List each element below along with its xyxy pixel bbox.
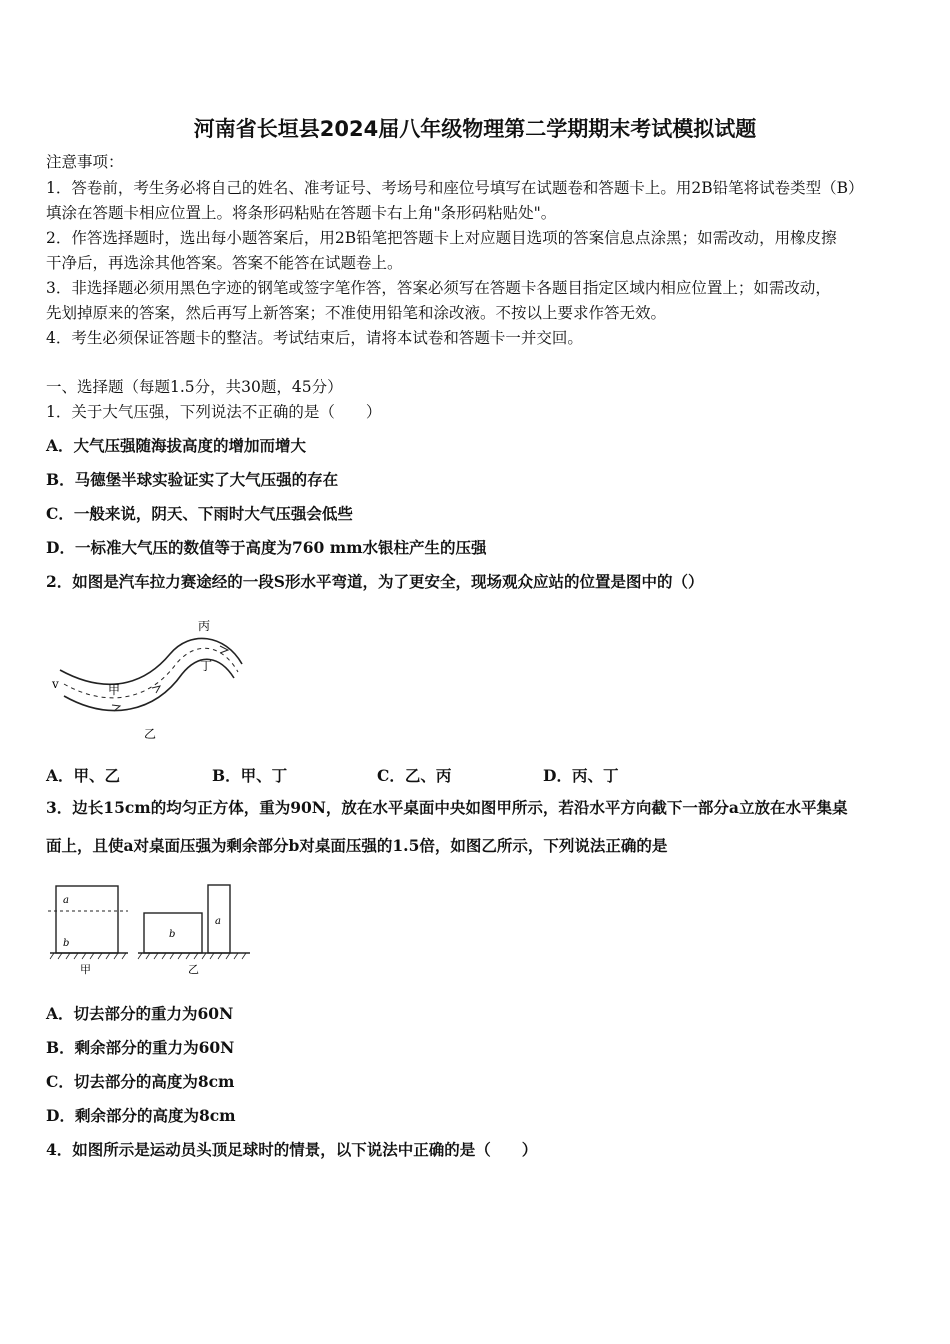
q3-option-b: B．剩余部分的重力为60N [46, 1038, 235, 1057]
q2-option-a: A．甲、乙 [46, 766, 121, 785]
q1-option-c: C．一般来说，阴天、下雨时大气压强会低些 [46, 504, 353, 523]
page-title: 河南省长垣县2024届八年级物理第二学期期末考试模拟试题 [193, 117, 757, 141]
question-2-stem: 2．如图是汽车拉力赛途经的一段S形水平弯道，为了更安全，现场观众应站的位置是图中的（） [46, 572, 704, 591]
fig-jia-label-b: b [63, 938, 70, 949]
fig-label-yi: 乙 [188, 963, 199, 976]
q1-option-d: D．一标准大气压的数值等于高度为760 mm水银柱产生的压强 [46, 538, 487, 557]
label-bing: 丙 [198, 619, 211, 633]
q2-option-d: D．丙、丁 [543, 766, 619, 785]
question-1-stem: 1．关于大气压强，下列说法不正确的是（ ） [46, 403, 382, 421]
q1-option-b: B．马德堡半球实验证实了大气压强的存在 [46, 470, 339, 489]
question-3-stem-line1: 3．边长15cm的均匀正方体，重为90N，放在水平桌面中央如图甲所示，若沿水平方向截下一部分a立放在水平集桌 [46, 798, 848, 817]
fig-yi-label-b: b [169, 929, 176, 940]
fig-label-jia: 甲 [80, 963, 91, 976]
notice-line: 3．非选择题必须用黑色字迹的钢笔或签字笔作答，答案必须写在答题卡各题目指定区域内相应位置上；如需改动， [46, 279, 831, 297]
q3-option-d: D．剩余部分的高度为8cm [46, 1106, 236, 1125]
notice-line: 先划掉原来的答案，然后再写上新答案；不准使用铅笔和涂改液。不按以上要求作答无效。 [46, 304, 667, 322]
q1-option-a: A．大气压强随海拔高度的增加而增大 [46, 436, 307, 455]
q2-option-c: C．乙、丙 [377, 766, 452, 785]
notice-line: 2．作答选择题时，选出每小题答案后，用2B铅笔把答题卡上对应题目选项的答案信息点涂黑；如需改动，用橡皮擦 [46, 229, 837, 247]
question-3-stem-line2: 面上，且使a对桌面压强为剩余部分b对桌面压强的1.5倍，如图乙所示，下列说法正确的是 [46, 836, 668, 855]
notice-line: 1．答卷前，考生务必将自己的姓名、准考证号、考场号和座位号填写在试题卷和答题卡上。用2B铅笔将试卷类型（B） [46, 179, 864, 197]
notice-line: 填涂在答题卡相应位置上。将条形码粘贴在答题卡右上角"条形码粘贴处"。 [46, 204, 557, 222]
label-yi: 乙 [144, 727, 157, 741]
notice-heading: 注意事项： [46, 153, 124, 171]
label-v: v [52, 677, 59, 691]
q3-option-c: C．切去部分的高度为8cm [46, 1072, 235, 1091]
label-jia: 甲 [108, 683, 121, 697]
section-heading: 一、选择题（每题1.5分，共30题，45分） [46, 378, 343, 396]
q3-option-a: A．切去部分的重力为60N [46, 1004, 234, 1023]
q3-cube-figure [46, 880, 256, 980]
notice-line: 干净后，再选涂其他答案。答案不能答在试题卷上。 [46, 254, 403, 272]
q2-option-b: B．甲、丁 [212, 766, 288, 785]
q2-s-curve-figure [50, 612, 260, 747]
question-4-stem: 4．如图所示是运动员头顶足球时的情景，以下说法中正确的是（ ） [46, 1140, 538, 1159]
notice-line: 4．考生必须保证答题卡的整洁。考试结束后，请将本试卷和答题卡一并交回。 [46, 329, 583, 347]
fig-jia-label-a: a [63, 895, 69, 906]
label-ding: 丁 [200, 659, 213, 673]
fig-yi-label-a: a [215, 916, 221, 927]
